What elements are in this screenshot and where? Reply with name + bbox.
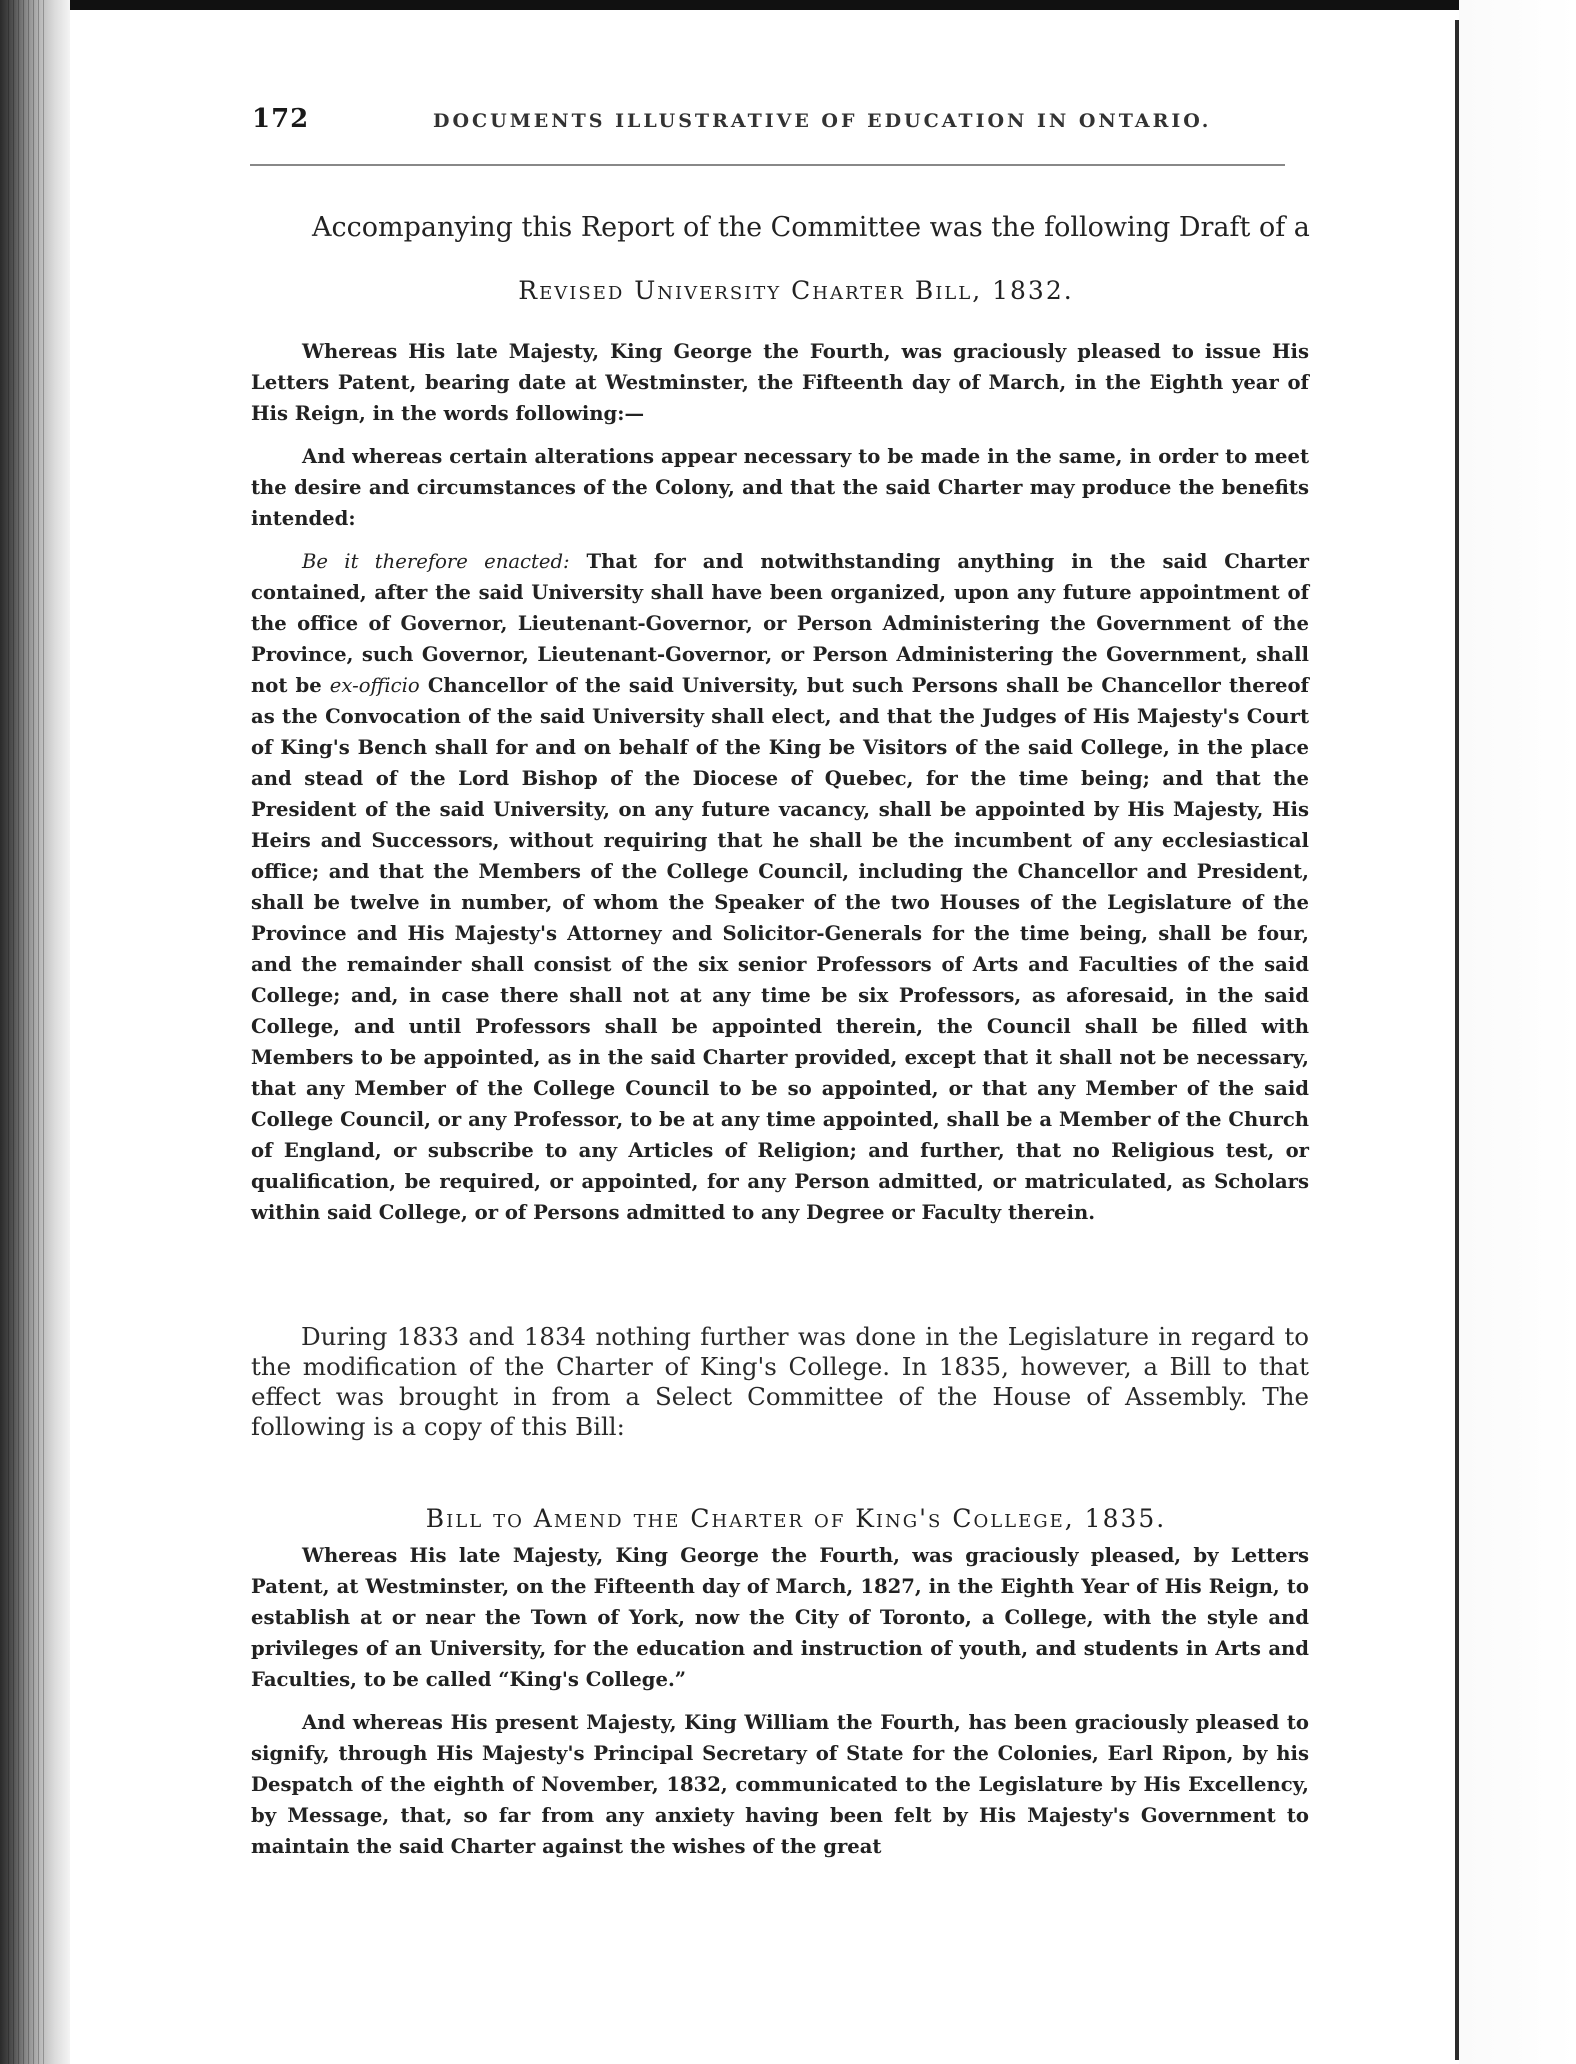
section-title-1832: Revised University Charter Bill, 1832. — [518, 276, 1074, 305]
paragraph: Be it therefore enacted: That for and notwithstanding anything in the said Charter contained, after the said University shall have been organized, upon any future appointment of the office of Governor, Lieutenant-Governor, or Person Administering the Government of the Province, such Governor, Lieutenant-Governor, or Person Administering the Government, shall not be ex-officio Chancellor of the said University, but such Persons shall be Chancellor thereof as the Convocation of the said University shall elect, and that the Judges of His Majesty's Court of King's Bench shall for and on behalf of the King be Visitors of the said College, in the place and stead of the Lord Bishop of the Diocese of Quebec, for the time being; and that the President of the said University, on any future vacancy, shall be appointed by His Majesty, His Heirs and Successors, without requiring that he shall be the incumbent of any ecclesiastical office; and that the Members of the College Council, including the Chancellor and President, shall be twelve in number, of whom the Speaker of the two Houses of the Legislature of the Province and His Majesty's Attorney and Solicitor-Generals for the time being, shall be four, and the remainder shall consist of the six senior Professors of Arts and Faculties of the said College; and, in case there shall not at any time be six Professors, as aforesaid, in the said College, and until Professors shall be appointed therein, the Council shall be filled with Members to be appointed, as in the said Charter provided, except that it shall not be necessary, that any Member of the College Council to be so appointed, or that any Member of the said College Council, or any Professor, to be at any time appointed, shall be a Member of the Church of England, or subscribe to any Articles of Religion; and further, that no Religious test, or qualification, be required, or appointed, for any Person admitted, or matriculated, as Scholars within said College, or of Persons admitted to any Degree or Faculty therein. — [251, 550, 1309, 1224]
page-right-edge — [1455, 20, 1459, 2060]
page-header — [250, 104, 1310, 144]
header-rule — [250, 164, 1285, 166]
paragraph: During 1833 and 1834 nothing further was done in the Legislature in regard to the modification of the Charter of King's College. In 1835, however, a Bill to that effect was brought in from a Select Committee of the House of Assembly. The following is a copy of this Bill: — [251, 1322, 1309, 1441]
section-body-1832 — [251, 336, 1309, 1240]
narrative-paragraph — [251, 1322, 1309, 1442]
running-title: DOCUMENTS ILLUSTRATIVE OF EDUCATION IN ONTARIO. — [433, 110, 1212, 132]
section-title-1835: Bill to Amend the Charter of King's College, 1835. — [425, 1504, 1167, 1533]
paragraph: And whereas His present Majesty, King William the Fourth, has been graciously pleased to signify, through His Majesty's Principal Secretary of State for the Colonies, Earl Ripon, by his Despatch of the eighth of November, 1832, communicated to the Legislature by His Excellency, by Message, that, so far from any anxiety having been felt by His Majesty's Government to maintain the said Charter against the wishes of the great — [251, 1711, 1309, 1858]
enacting-clause: Be it therefore enacted: — [302, 550, 570, 573]
section-body-1835 — [251, 1540, 1309, 1874]
paragraph: Whereas His late Majesty, King George the Fourth, was graciously pleased to issue His Letters Patent, bearing date at Westminster, the Fifteenth day of March, in the Eighth year of His Reign, in the words following:— — [251, 340, 1309, 425]
scan-top-edge — [0, 0, 1576, 10]
page-number: 172 — [252, 104, 310, 134]
ex-officio-term: ex-officio — [329, 674, 420, 697]
intro-line: Accompanying this Report of the Committee was the following Draft of a — [312, 212, 1310, 243]
paragraph: Whereas His late Majesty, King George the Fourth, was graciously pleased, by Letters Patent, at Westminster, on the Fifteenth day of March, 1827, in the Eighth Year of His Reign, to establish at or near the Town of York, now the City of Toronto, a College, with the style and privileges of an University, for the education and instruction of youth, and students in Arts and Faculties, to be called “King's College.” — [251, 1544, 1309, 1691]
scan-right-margin — [1459, 0, 1576, 2064]
page-stack-edges — [8, 0, 48, 2064]
paragraph: And whereas certain alterations appear necessary to be made in the same, in order to meet the desire and circumstances of the Colony, and that the said Charter may produce the benefits intended: — [251, 445, 1309, 530]
